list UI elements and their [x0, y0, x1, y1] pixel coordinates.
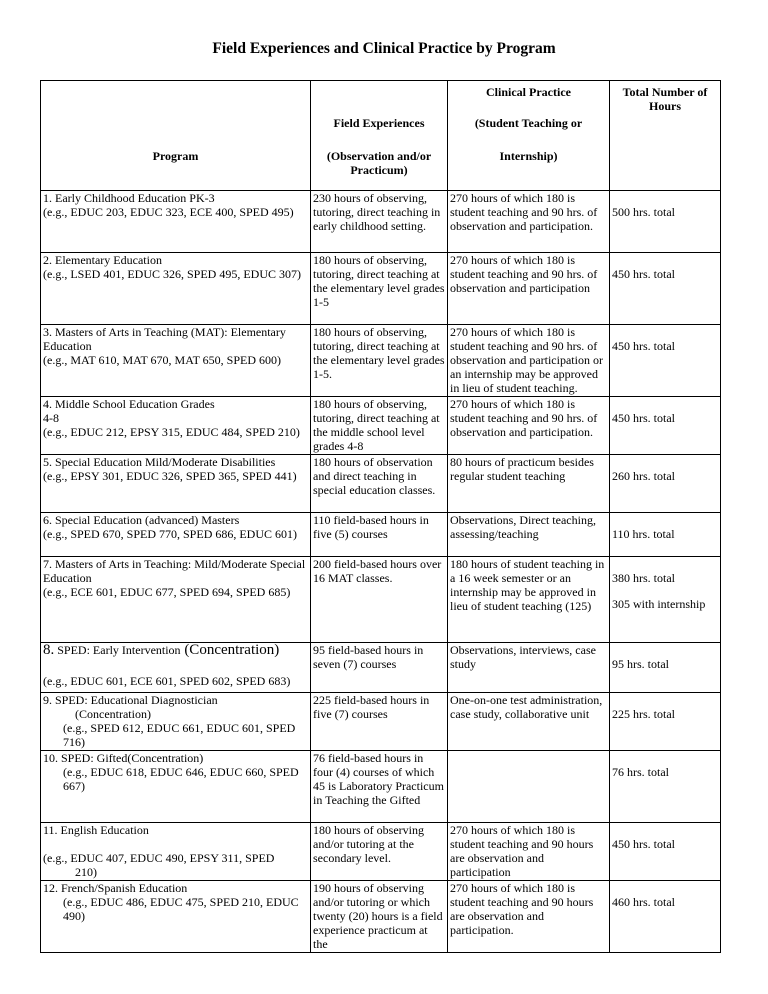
table-row: [41, 751, 721, 823]
program-cell: [41, 751, 311, 823]
program-name: 4. Middle School Education Grades: [43, 397, 215, 411]
table-row: [41, 455, 721, 513]
program-title: SPED: Early Intervention: [54, 643, 181, 657]
program-name: 11. English Education: [43, 823, 149, 837]
header-clinical-cell: [448, 81, 610, 191]
program-courses: (e.g., EPSY 301, EDUC 326, SPED 365, SPED 441): [43, 469, 297, 483]
program-courses: (e.g., EDUC 486, EDUC 475, SPED 210, EDUC 490): [63, 895, 299, 923]
program-courses-cont: 210): [75, 865, 97, 879]
clinical-cell: Observations, interviews, case study: [448, 643, 610, 693]
table-row: [41, 253, 721, 325]
total-cell: [610, 325, 721, 397]
total-hours: 380 hrs. total: [612, 571, 675, 585]
program-courses: (e.g., EDUC 203, EDUC 323, ECE 400, SPED 495): [43, 205, 294, 219]
clinical-cell: 270 hours of which 180 is student teaching and 90 hrs. of observation and participation or an internship may be approved in lieu of student teaching.: [448, 325, 610, 397]
clinical-cell: Observations, Direct teaching, assessing/teaching: [448, 513, 610, 557]
program-cell: [41, 557, 311, 643]
page-title: Field Experiences and Clinical Practice by Program: [212, 40, 556, 57]
field-cell: 180 hours of observing, tutoring, direct teaching at the elementary level grades 1-5: [311, 253, 448, 325]
header-row: [41, 81, 721, 191]
total-cell: [610, 513, 721, 557]
table-row: [41, 397, 721, 455]
program-courses: (e.g., EDUC 407, EDUC 490, EPSY 311, SPED: [43, 851, 275, 865]
total-hours: 450 hrs. total: [612, 837, 675, 851]
clinical-cell: [448, 751, 610, 823]
header-field-bottom-2: Practicum): [350, 163, 408, 177]
program-cell: [41, 455, 311, 513]
total-cell: [610, 643, 721, 693]
total-hours: 225 hrs. total: [612, 707, 675, 721]
header-field-top: Field Experiences: [333, 116, 425, 130]
total-hours: 110 hrs. total: [612, 527, 675, 541]
total-cell: [610, 881, 721, 953]
program-concentration: (Concentration): [180, 642, 280, 658]
total-cell: [610, 191, 721, 253]
program-cell: [41, 191, 311, 253]
program-courses: (e.g., EDUC 618, EDUC 646, EDUC 660, SPED 667): [63, 765, 299, 793]
clinical-cell: 270 hours of which 180 is student teaching and 90 hrs. of observation and participation: [448, 253, 610, 325]
field-cell: 190 hours of observing and/or tutoring or which twenty (20) hours is a field experience practicum at the: [311, 881, 448, 953]
table-row: [41, 643, 721, 693]
program-courses: (e.g., SPED 612, EDUC 661, EDUC 601, SPED 716): [63, 721, 296, 749]
programs-table: [40, 80, 721, 953]
total-cell: [610, 253, 721, 325]
program-courses: (e.g., LSED 401, EDUC 326, SPED 495, EDUC 307): [43, 267, 301, 281]
total-hours: 76 hrs. total: [612, 765, 669, 779]
program-courses: (e.g., EDUC 601, ECE 601, SPED 602, SPED 683): [43, 674, 291, 688]
program-cell: [41, 693, 311, 751]
program-concentration: (Concentration): [75, 707, 151, 721]
program-name: 1. Early Childhood Education PK-3: [43, 191, 215, 205]
program-cell: [41, 881, 311, 953]
field-cell: 95 field-based hours in seven (7) courses: [311, 643, 448, 693]
program-cell: [41, 397, 311, 455]
total-cell: [610, 693, 721, 751]
total-hours: 500 hrs. total: [612, 205, 675, 219]
total-hours: 450 hrs. total: [612, 339, 675, 353]
clinical-cell: 270 hours of which 180 is student teaching and 90 hrs. of observation and participation.: [448, 397, 610, 455]
total-cell: [610, 751, 721, 823]
program-number: 8.: [43, 642, 55, 658]
field-cell: 225 field-based hours in five (7) courses: [311, 693, 448, 751]
program-name: 9. SPED: Educational Diagnostician: [43, 693, 218, 707]
program-grades: 4-8: [43, 411, 59, 425]
program-courses: (e.g., MAT 610, MAT 670, MAT 650, SPED 600): [43, 353, 282, 367]
header-clinical-bottom: Internship): [499, 149, 558, 163]
total-hours: 95 hrs. total: [612, 657, 669, 671]
field-cell: 180 hours of observing and/or tutoring at the secondary level.: [311, 823, 448, 881]
header-clinical-top: Clinical Practice: [486, 85, 571, 99]
program-name: 7. Masters of Arts in Teaching: Mild/Moderate Special Education: [43, 557, 306, 585]
table-row: [41, 557, 721, 643]
clinical-cell: 270 hours of which 180 is student teaching and 90 hours are observation and participation: [448, 823, 610, 881]
table-row: [41, 823, 721, 881]
header-total-cell: [610, 81, 721, 191]
clinical-cell: 180 hours of student teaching in a 16 week semester or an internship may be approved in lieu of student teaching (125): [448, 557, 610, 643]
header-program: Program: [152, 149, 199, 163]
total-internship: 305 with internship: [612, 597, 706, 611]
field-cell: 180 hours of observation and direct teaching in special education classes.: [311, 455, 448, 513]
program-name: 10. SPED: Gifted(Concentration): [43, 751, 204, 765]
program-name: 5. Special Education Mild/Moderate Disabilities: [43, 455, 276, 469]
program-cell: [41, 513, 311, 557]
total-hours: 450 hrs. total: [612, 411, 675, 425]
program-cell: [41, 823, 311, 881]
total-cell: [610, 455, 721, 513]
program-name: [43, 643, 308, 657]
total-cell: [610, 823, 721, 881]
clinical-cell: 270 hours of which 180 is student teaching and 90 hours are observation and participation.: [448, 881, 610, 953]
clinical-cell: 80 hours of practicum besides regular student teaching: [448, 455, 610, 513]
program-name: 3. Masters of Arts in Teaching (MAT): Elementary Education: [43, 325, 286, 353]
header-field-bottom-1: (Observation and/or: [326, 149, 432, 163]
total-hours: 450 hrs. total: [612, 267, 675, 281]
table-row: [41, 881, 721, 953]
program-courses: (e.g., ECE 601, EDUC 677, SPED 694, SPED 685): [43, 585, 291, 599]
field-cell: 200 field-based hours over 16 MAT classes.: [311, 557, 448, 643]
program-name: 2. Elementary Education: [43, 253, 162, 267]
table-row: [41, 693, 721, 751]
header-clinical-mid: (Student Teaching or: [474, 116, 583, 130]
table-row: [41, 513, 721, 557]
header-program-cell: [41, 81, 311, 191]
program-courses: (e.g., SPED 670, SPED 770, SPED 686, EDUC 601): [43, 527, 298, 541]
header-total-top: Total Number of: [622, 85, 708, 99]
field-cell: 110 field-based hours in five (5) courses: [311, 513, 448, 557]
total-hours: 460 hrs. total: [612, 895, 675, 909]
clinical-cell: 270 hours of which 180 is student teaching and 90 hrs. of observation and participation.: [448, 191, 610, 253]
header-field-cell: [311, 81, 448, 191]
program-name: 12. French/Spanish Education: [43, 881, 188, 895]
total-cell: [610, 557, 721, 643]
table-row: [41, 325, 721, 397]
field-cell: 230 hours of observing, tutoring, direct teaching in early childhood setting.: [311, 191, 448, 253]
header-total-bottom: Hours: [648, 99, 681, 113]
program-name: 6. Special Education (advanced) Masters: [43, 513, 240, 527]
field-cell: 76 field-based hours in four (4) courses of which 45 is Laboratory Practicum in Teaching the Gifted: [311, 751, 448, 823]
field-cell: 180 hours of observing, tutoring, direct teaching at the middle school level grades 4-8: [311, 397, 448, 455]
table-row: [41, 191, 721, 253]
program-courses: (e.g., EDUC 212, EPSY 315, EDUC 484, SPED 210): [43, 425, 300, 439]
program-cell: [41, 325, 311, 397]
clinical-cell: One-on-one test administration, case study, collaborative unit: [448, 693, 610, 751]
total-cell: [610, 397, 721, 455]
program-cell: [41, 643, 311, 693]
program-cell: [41, 253, 311, 325]
field-cell: 180 hours of observing, tutoring, direct teaching at the elementary level grades 1-5.: [311, 325, 448, 397]
total-hours: 260 hrs. total: [612, 469, 675, 483]
